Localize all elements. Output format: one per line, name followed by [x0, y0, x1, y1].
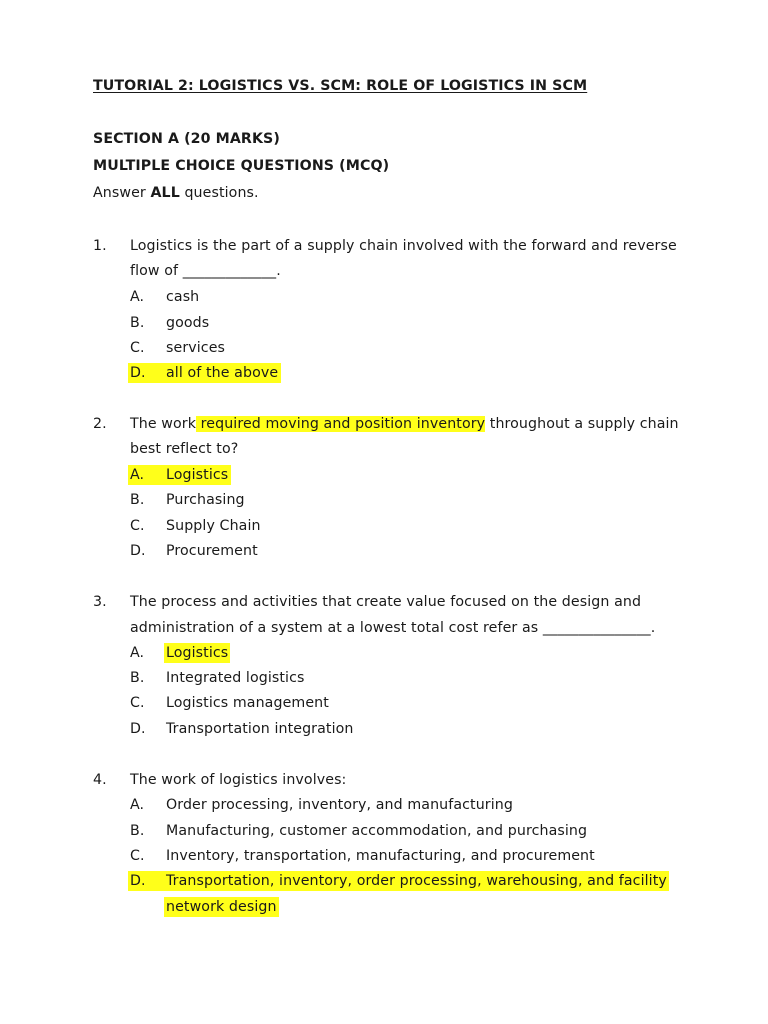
stem-text: throughout a supply chain [485, 416, 679, 432]
question-number: 2. [93, 416, 107, 432]
answer-highlight [128, 871, 669, 891]
option-letter: B. [130, 823, 145, 839]
option-a [130, 287, 144, 307]
option-text: Supply Chain [166, 518, 261, 534]
instruction-suffix: questions. [179, 185, 259, 201]
option-letter: D. [130, 365, 146, 381]
question-stem-line: administration of a system at a lowest total cost refer as _______________. [130, 620, 656, 636]
option-text: Integrated logistics [166, 670, 305, 686]
option-letter: A. [130, 797, 145, 813]
instruction-prefix: Answer [93, 185, 151, 201]
option-letter: A. [130, 467, 145, 483]
option-letter: D. [130, 543, 146, 559]
answer-highlight [128, 363, 281, 383]
option-letter: B. [130, 492, 145, 508]
answer-highlight-continuation: network design [166, 899, 277, 915]
section-subtitle: MULTIPLE CHOICE QUESTIONS (MCQ) [93, 158, 390, 174]
option-text: Transportation, inventory, order processing, warehousing, and facility [166, 873, 667, 889]
answer-highlight [128, 465, 231, 485]
question-stem-line [130, 414, 679, 434]
option-text: services [166, 340, 226, 356]
question-stem-line: The work of logistics involves: [130, 772, 347, 788]
option-text: Transportation integration [166, 721, 354, 737]
question-number: 4. [93, 772, 107, 788]
question-stem-line: flow of _____________. [130, 263, 281, 279]
option-letter: C. [130, 518, 145, 534]
option-text: Logistics [166, 467, 229, 483]
option-text: goods [166, 315, 210, 331]
option-text: Manufacturing, customer accommodation, and purchasing [166, 823, 588, 839]
stem-text: The work [130, 416, 197, 432]
question-number: 1. [93, 238, 107, 254]
option-text: cash [166, 289, 200, 305]
option-text: all of the above [166, 365, 279, 381]
option-letter: D. [130, 721, 146, 737]
question-stem-line: best reflect to? [130, 441, 239, 457]
document-title: TUTORIAL 2: LOGISTICS VS. SCM: ROLE OF LOGISTICS IN SCM [93, 78, 588, 94]
option-letter: A. [130, 645, 145, 661]
option-letter: B. [130, 670, 145, 686]
section-heading: SECTION A (20 MARKS) [93, 131, 280, 147]
question-stem-line: Logistics is the part of a supply chain involved with the forward and reverse [130, 238, 677, 254]
option-letter: C. [130, 340, 145, 356]
option-letter: C. [130, 848, 145, 864]
question-stem-line: The process and activities that create value focused on the design and [130, 594, 642, 610]
highlighted-phrase: required moving and position inventory [196, 416, 486, 432]
option-text: Purchasing [166, 492, 245, 508]
question-number: 3. [93, 594, 107, 610]
option-text: Procurement [166, 543, 258, 559]
option-letter: A. [130, 289, 145, 305]
option-text: Inventory, transportation, manufacturing, and procurement [166, 848, 595, 864]
option-text: Order processing, inventory, and manufacturing [166, 797, 513, 813]
option-letter: B. [130, 315, 145, 331]
option-text: Logistics management [166, 695, 329, 711]
instruction-text [93, 183, 259, 203]
option-letter: C. [130, 695, 145, 711]
instruction-emphasis: ALL [150, 185, 180, 201]
option-letter: D. [130, 873, 146, 889]
answer-highlight: Logistics [166, 645, 229, 661]
